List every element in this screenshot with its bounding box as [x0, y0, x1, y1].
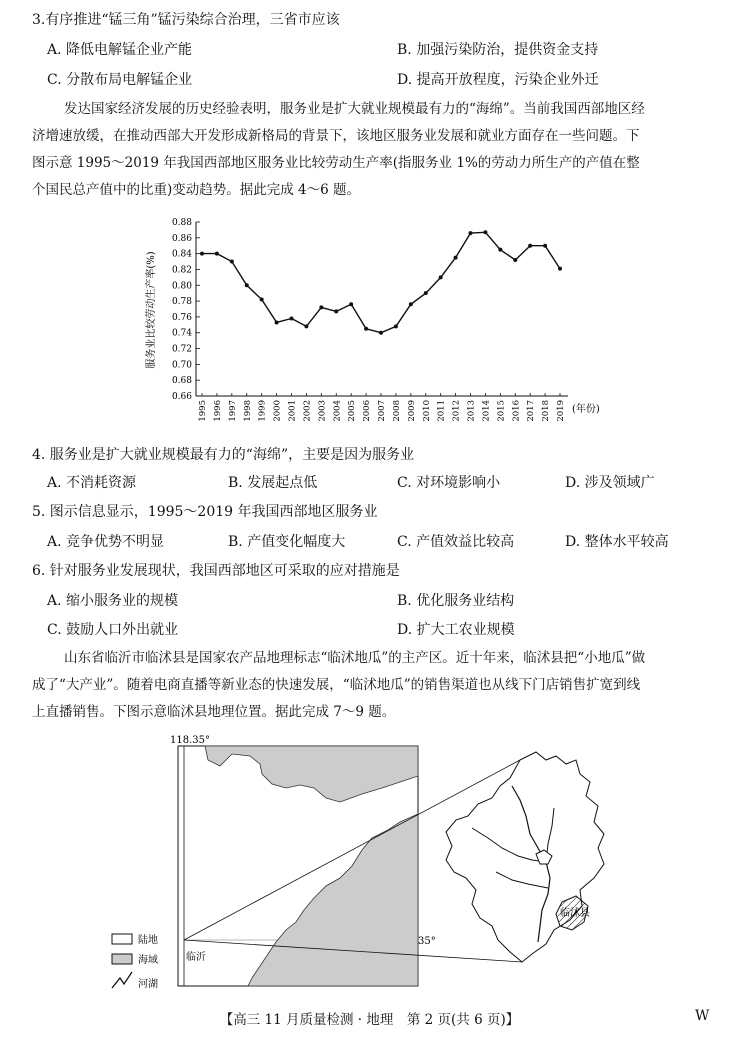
q4-stem: 4. 服务业是扩大就业规模最有力的“海绵”，主要是因为服务业	[32, 447, 415, 463]
x-axis-label: (年份)	[572, 404, 600, 415]
x-tick-label: 2011	[436, 400, 447, 422]
q4-option-c: C. 对环境影响小	[397, 475, 501, 491]
passage-2	[32, 645, 722, 726]
legend-river-label: 河湖	[138, 979, 158, 990]
q5-option-d: D. 整体水平较高	[565, 534, 669, 550]
data-point	[230, 260, 234, 264]
data-point	[409, 302, 413, 306]
data-point	[290, 316, 294, 320]
data-point	[215, 252, 219, 256]
x-tick-label: 2013	[466, 400, 477, 422]
q4-option-a: A. 不消耗资源	[47, 475, 137, 491]
q6-option-d: D. 扩大工农业规模	[397, 622, 515, 638]
data-point	[245, 283, 249, 287]
x-tick-label: 2019	[556, 400, 566, 422]
data-point	[424, 291, 428, 295]
x-tick-label: 2000	[272, 400, 283, 422]
x-tick-label: 1998	[242, 400, 253, 422]
passage-1-line: 图示意 1995～2019 年我国西部地区服务业比较劳动生产率(指服务业 1%的劳动力所生产的产值在整	[32, 155, 640, 171]
q3-option-b: B. 加强污染防治，提供资金支持	[397, 42, 599, 58]
page-footer: 【高三 11 月质量检测 · 地理 第 2 页(共 6 页)】	[219, 1012, 520, 1028]
data-point	[275, 320, 279, 324]
passage-1	[32, 96, 722, 204]
passage-2-line: 成了“大产业”。随着电商直播等新业态的快速发展，“临沭地瓜”的销售渠道也从线下门店销售扩宽到线	[32, 677, 641, 693]
data-point	[469, 231, 473, 235]
q5-option-c: C. 产值效益比较高	[397, 534, 515, 550]
x-tick-label: 2016	[511, 400, 522, 422]
linyi-outline	[446, 752, 604, 962]
legend-sea-swatch	[112, 954, 132, 964]
series-line	[202, 232, 560, 332]
q6-option-a: A. 缩小服务业的规模	[47, 593, 179, 609]
data-point	[454, 256, 458, 260]
x-tick-label: 2010	[421, 400, 432, 422]
x-tick-label: 1999	[257, 400, 268, 422]
y-tick-label: 0.66	[171, 392, 192, 402]
x-tick-label: 2015	[496, 400, 507, 422]
y-tick-label: 0.74	[171, 328, 192, 339]
x-tick-label: 2008	[391, 400, 402, 422]
y-tick-label: 0.72	[171, 344, 192, 355]
q6-option-c: C. 鼓励人口外出就业	[47, 622, 179, 638]
linshu-location-map	[100, 730, 660, 1000]
q3-option-c: C. 分散布局电解锰企业	[47, 72, 193, 88]
y-tick-label: 0.84	[171, 249, 192, 260]
data-point	[260, 298, 264, 302]
q3-option-d: D. 提高开放程度，污染企业外迁	[397, 72, 599, 88]
data-point	[528, 244, 532, 248]
y-tick-label: 0.70	[171, 360, 192, 371]
q5-option-b: B. 产值变化幅度大	[228, 534, 346, 550]
x-tick-label: 2017	[526, 400, 537, 422]
y-tick-label: 0.86	[171, 233, 192, 244]
x-tick-label: 1997	[227, 400, 238, 422]
y-tick-label: 0.68	[171, 376, 192, 387]
data-point	[483, 230, 487, 234]
q4-option-b: B. 发展起点低	[228, 475, 318, 491]
y-axis-label: 服务业比较劳动生产率(%)	[146, 251, 157, 369]
y-tick-label: 0.76	[171, 312, 192, 323]
data-point	[364, 327, 368, 331]
x-tick-label: 2002	[302, 400, 313, 422]
x-tick-label: 2004	[332, 400, 343, 422]
y-tick-label: 0.80	[171, 281, 192, 292]
x-tick-label: 2014	[481, 400, 492, 422]
legend-land-swatch	[112, 934, 132, 944]
x-tick-label: 2007	[377, 400, 387, 422]
y-tick-label: 0.88	[171, 218, 192, 228]
x-tick-label: 2012	[451, 400, 462, 422]
passage-1-line: 济增速放缓，在推动西部大开发形成新格局的背景下，该地区服务业发展和就业方面存在一些问题。下	[32, 128, 640, 144]
legend-river-icon	[112, 972, 132, 988]
x-tick-label: 2005	[347, 400, 358, 422]
y-tick-label: 0.78	[171, 297, 192, 308]
latitude-label: 35°	[418, 936, 436, 947]
x-tick-label: 2009	[406, 400, 417, 422]
q3-option-a: A. 降低电解锰企业产能	[47, 42, 193, 58]
q6-option-b: B. 优化服务业结构	[397, 593, 515, 609]
q6-stem: 6. 针对服务业发展现状，我国西部地区可采取的应对措施是	[32, 563, 400, 579]
q5-stem: 5. 图示信息显示，1995～2019 年我国西部地区服务业	[32, 504, 378, 520]
data-point	[304, 324, 308, 328]
legend-land-label: 陆地	[138, 935, 158, 946]
x-tick-label: 2003	[317, 400, 328, 422]
county-label-linshu: 临沭县	[560, 908, 590, 919]
footer-w-mark: W	[695, 1008, 710, 1024]
city-label-linyi: 临沂	[186, 952, 206, 963]
data-point	[513, 258, 517, 262]
passage-2-line: 上直播销售。下图示意临沭县地理位置。据此完成 7～9 题。	[32, 704, 396, 720]
q3-stem: 3.有序推进“锰三角”锰污染综合治理，三省市应该	[32, 12, 340, 28]
data-point	[439, 275, 443, 279]
data-point	[558, 267, 562, 271]
data-point	[498, 248, 502, 252]
data-point	[349, 302, 353, 306]
data-point	[543, 244, 547, 248]
passage-2-line: 山东省临沂市临沭县是国家农产品地理标志“临沭地瓜”的主产区。近十年来，临沭县把“小地瓜”做	[64, 650, 646, 666]
x-tick-label: 2018	[541, 400, 552, 422]
x-tick-label: 1995	[198, 400, 208, 422]
data-point	[200, 252, 204, 256]
passage-1-line: 个国民总产值中的比重)变动趋势。据此完成 4～6 题。	[32, 182, 361, 198]
x-tick-label: 2001	[287, 400, 298, 422]
data-point	[334, 309, 338, 313]
q4-option-d: D. 涉及领域广	[565, 475, 655, 491]
productivity-line-chart	[140, 210, 630, 435]
q5-option-a: A. 竞争优势不明显	[47, 534, 165, 550]
longitude-label: 118.35°	[170, 735, 210, 746]
x-tick-label: 2006	[362, 400, 373, 422]
data-point	[379, 331, 383, 335]
y-tick-label: 0.82	[171, 265, 192, 276]
data-point	[394, 324, 398, 328]
passage-1-line: 发达国家经济发展的历史经验表明，服务业是扩大就业规模最有力的“海绵”。当前我国西部地区经	[64, 101, 645, 117]
x-tick-label: 1996	[212, 400, 223, 422]
legend-sea-label: 海域	[138, 955, 158, 966]
data-point	[319, 305, 323, 309]
